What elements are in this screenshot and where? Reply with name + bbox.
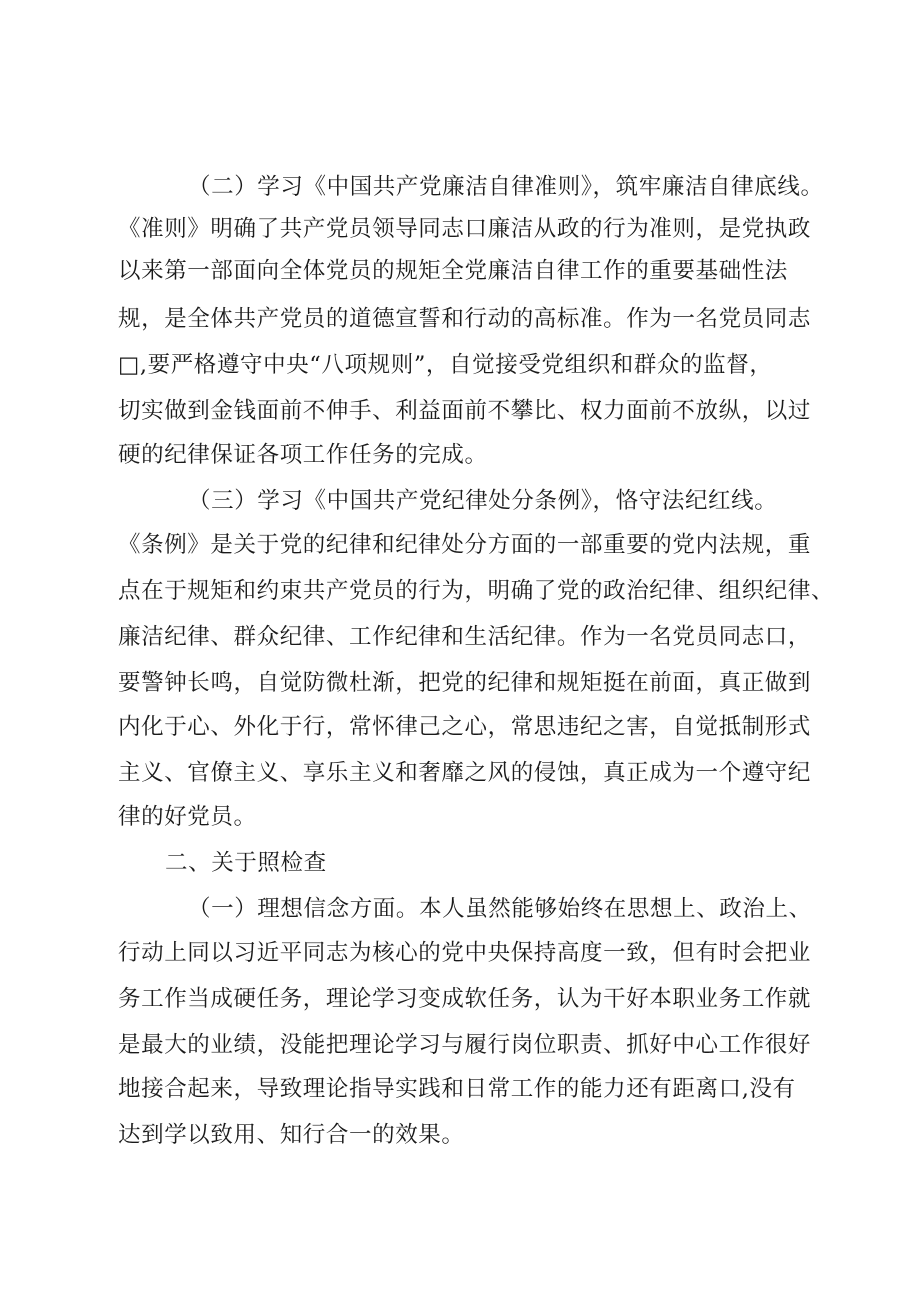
paragraph-line: 主义、官僚主义、享乐主义和奢靡之风的侵蚀，真正成为一个遵守纪 <box>118 760 812 786</box>
paragraph-line: □,要严格遵守中央“八项规则”，自觉接受党组织和群众的监督， <box>118 352 773 378</box>
paragraph-line: 务工作当成硬任务，理论学习变成软任务，认为干好本职业务工作就 <box>118 986 812 1012</box>
paragraph-line: 硬的纪律保证各项工作任务的完成。 <box>118 442 488 468</box>
paragraph-line: （三）学习《中国共产党纪律处分条例》，恪守法纪红线。 <box>188 488 778 514</box>
paragraph-line: 《准则》明确了共产党员领导同志口廉洁从政的行为准则，是党执政 <box>118 216 812 242</box>
paragraph-line: 行动上同以习近平同志为核心的党中央保持高度一致，但有时会把业 <box>118 940 812 966</box>
paragraph-line: 要警钟长鸣，自觉防微杜渐，把党的纪律和规矩挺在前面，真正做到 <box>118 670 812 696</box>
paragraph-line: 内化于心、外化于行，常怀律己之心，常思违纪之害，自觉抵制形式 <box>118 714 812 740</box>
paragraph-line: （一）理想信念方面。本人虽然能够始终在思想上、政治上、 <box>188 896 812 922</box>
paragraph-line: 以来第一部面向全体党员的规矩全党廉洁自律工作的重要基础性法 <box>118 258 788 284</box>
section-heading: 二、关于照检查 <box>165 850 327 876</box>
paragraph-line: （二）学习《中国共产党廉洁自律准则》，筑牢廉洁自律底线。 <box>188 174 824 200</box>
paragraph-line: 地接合起来，导致理论指导实践和日常工作的能力还有距离口,没有 <box>118 1076 796 1102</box>
paragraph-line: 律的好党员。 <box>118 804 257 830</box>
paragraph-line: 廉洁纪律、群众纪律、工作纪律和生活纪律。作为一名党员同志口， <box>118 624 812 650</box>
paragraph-line: 规，是全体共产党员的道德宣誓和行动的高标准。作为一名党员同志 <box>118 306 812 332</box>
paragraph-line: 是最大的业绩，没能把理论学习与履行岗位职责、抓好中心工作很好 <box>118 1032 812 1058</box>
paragraph-line: 点在于规矩和约束共产党员的行为，明确了党的政治纪律、组织纪律、 <box>118 578 835 604</box>
paragraph-line: 切实做到金钱面前不伸手、利益面前不攀比、权力面前不放纵，以过 <box>118 398 812 424</box>
paragraph-line: 《条例》是关于党的纪律和纪律处分方面的一部重要的党内法规，重 <box>118 532 812 558</box>
paragraph-line: 达到学以致用、知行合一的效果。 <box>118 1122 465 1148</box>
